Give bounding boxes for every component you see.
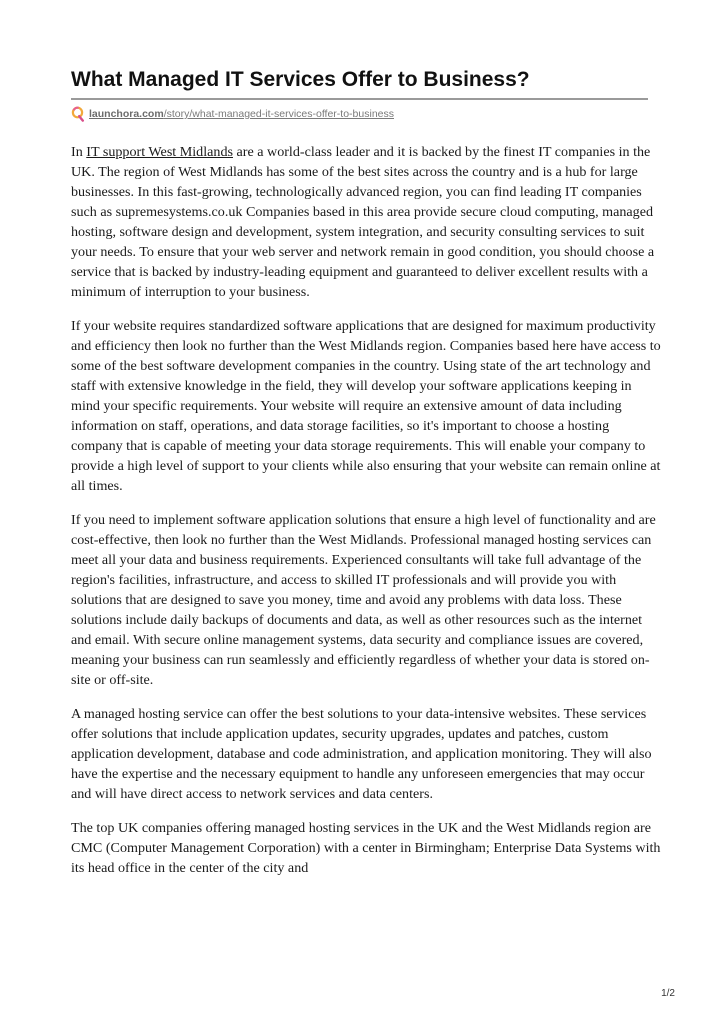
launchora-logo-icon [71,106,85,122]
paragraph: If your website requires standardized software applications that are designed for maximum productivity and efficiency then look no further than the West Midlands region. Companies based here have access to some of the best software development companies in the country. Using state of the art technology and staff with extensive knowledge in the field, they will develop your software applications keeping in mind your specific requirements. Your website will require an extensive amount of data including information on staff, operations, and data storage facilities, so it's important to choose a hosting company that is capable of meeting your data storage requirements. This will enable your company to provide a high level of support to your clients while also ensuring that your website can remain online at all times. [71,318,661,494]
source-path-link[interactable]: /story/what-managed-it-services-offer-to-business [163,108,394,120]
paragraph [71,142,661,302]
paragraph: If you need to implement software application solutions that ensure a high level of functionality and are cost-effective, then look no further than the West Midlands. Professional managed hosting services can meet all your data and business requirements. Experienced consultants will take full advantage of the region's facilities, infrastructure, and access to skilled IT professionals and will provide you with solutions that are designed to save you money, time and avoid any problems with data loss. These solutions include daily backups of documents and data, as well as other resources such as the internet and email. With secure online management systems, data security and compliance issues are covered, meaning your business can run seamlessly and efficiently regardless of whether your data is stored on-site or off-site. [71,512,656,688]
source-line [71,106,394,122]
source-domain-link[interactable]: launchora.com [89,108,164,120]
page-title: What Managed IT Services Offer to Business? [71,68,530,91]
paragraph: A managed hosting service can offer the best solutions to your data-intensive websites. These services offer solutions that include application updates, security upgrades, updates and patches, custom application development, database and code administration, and application monitoring. They will also have the expertise and the necessary equipment to handle any unforeseen emergencies that may occur and will have direct access to network services and data centers. [71,706,652,802]
it-support-link[interactable]: IT support West Midlands [86,144,233,160]
paragraph-text: are a world-class leader and it is backed by the finest IT companies in the UK. The region of West Midlands has some of the best sites across the country and is a hub for large businesses. In this fast-growing, technologically advanced region, you can find leading IT companies such as supremesystems.co.uk Companies based in this area provide secure cloud computing, managed hosting, software design and development, system integration, and security consulting services to suit your needs. To ensure that your web server and network remain in good condition, you should choose a service that is backed by industry-leading equipment and guaranteed to deliver excellent results with a minimum of interruption to your business. [71,144,655,300]
title-divider [71,98,648,100]
paragraph: The top UK companies offering managed hosting services in the UK and the West Midlands region are CMC (Computer Management Corporation) with a center in Birmingham; Enterprise Data Systems with its head office in the center of the city and [71,820,661,876]
article-body [71,142,661,892]
paragraph-prefix: In [71,144,87,160]
page-number: 1/2 [661,988,675,999]
